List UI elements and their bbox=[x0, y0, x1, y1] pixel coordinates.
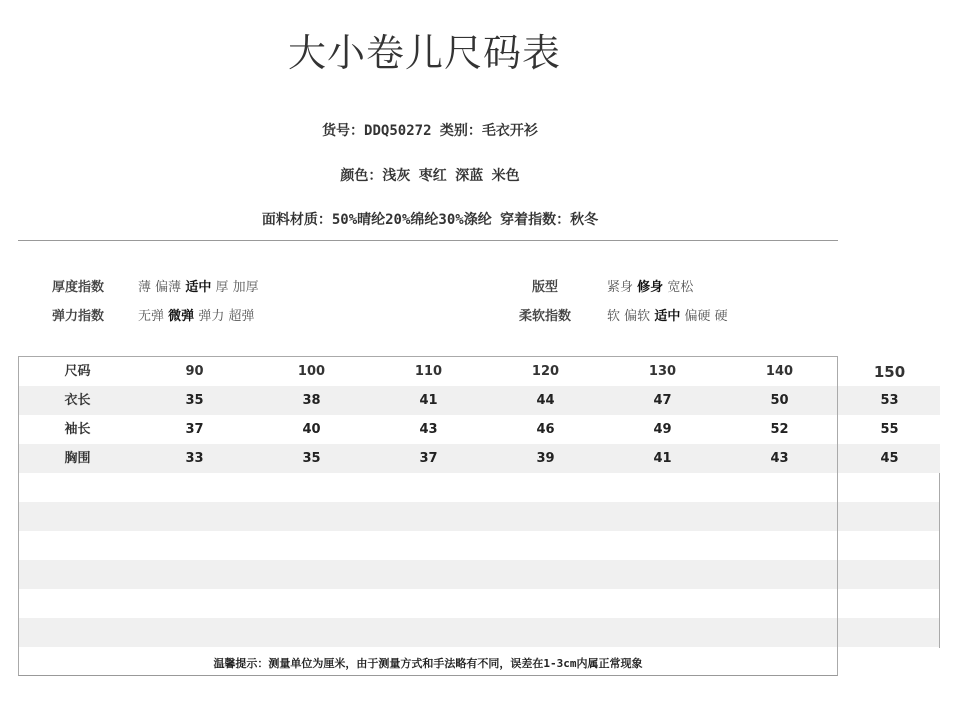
fit-label: 版型 bbox=[532, 280, 559, 295]
measurement-value: 33 bbox=[185, 451, 204, 466]
elasticity-option: 弹力 bbox=[198, 309, 225, 324]
measurement-value: 55 bbox=[880, 422, 899, 437]
measurement-label: 袖长 bbox=[64, 422, 91, 437]
size-column-header: 尺码 bbox=[64, 364, 91, 379]
measurement-value: 45 bbox=[880, 451, 899, 466]
measurement-value: 38 bbox=[302, 393, 321, 408]
measurement-value: 47 bbox=[653, 393, 672, 408]
measurement-value: 43 bbox=[419, 422, 438, 437]
measurement-value: 35 bbox=[302, 451, 321, 466]
product-id-category: 货号：DDQ50272 类别：毛衣开衫 bbox=[322, 123, 538, 139]
table-right-edge bbox=[939, 473, 940, 648]
product-colors: 颜色：浅灰 枣红 深蓝 米色 bbox=[340, 168, 520, 184]
measurement-value: 37 bbox=[419, 451, 438, 466]
softness-options bbox=[607, 305, 728, 324]
measurement-value: 35 bbox=[185, 393, 204, 408]
softness-label: 柔软指数 bbox=[519, 309, 572, 324]
measurement-label: 胸围 bbox=[64, 451, 91, 466]
softness-option: 软 bbox=[607, 309, 621, 324]
softness-option: 偏硬 bbox=[684, 309, 711, 324]
thickness-label: 厚度指数 bbox=[52, 280, 105, 295]
measurement-value: 50 bbox=[770, 393, 789, 408]
elasticity-label: 弹力指数 bbox=[52, 309, 105, 324]
measurement-value: 53 bbox=[880, 393, 899, 408]
measurement-value: 37 bbox=[185, 422, 204, 437]
size-header-cell: 140 bbox=[765, 364, 794, 379]
page-title: 大小卷儿尺码表 bbox=[288, 31, 562, 75]
measurement-value: 39 bbox=[536, 451, 555, 466]
fit-option: 修身 bbox=[637, 280, 664, 295]
size-header-cell: 100 bbox=[297, 364, 326, 379]
fit-option: 紧身 bbox=[607, 280, 634, 295]
thickness-options bbox=[138, 276, 259, 295]
fit-options bbox=[607, 276, 693, 295]
elasticity-option: 微弹 bbox=[168, 309, 195, 324]
measurement-tip: 温馨提示：测量单位为厘米，由于测量方式和手法略有不同，误差在1-3cm内属正常现象 bbox=[213, 657, 643, 670]
softness-option: 偏软 bbox=[624, 309, 651, 324]
elasticity-options bbox=[138, 305, 254, 324]
elasticity-option: 无弹 bbox=[138, 309, 165, 324]
softness-option: 硬 bbox=[714, 309, 728, 324]
thickness-option: 适中 bbox=[185, 280, 212, 295]
size-header-cell: 120 bbox=[531, 364, 560, 379]
measurement-value: 41 bbox=[419, 393, 438, 408]
size-header-cell: 90 bbox=[185, 364, 204, 379]
thickness-option: 厚 bbox=[215, 280, 229, 295]
measurement-value: 41 bbox=[653, 451, 672, 466]
measurement-value: 52 bbox=[770, 422, 789, 437]
measurement-value: 46 bbox=[536, 422, 555, 437]
product-material: 面料材质：50%晴纶20%绵纶30%涤纶 穿着指数：秋冬 bbox=[261, 212, 599, 228]
size-header-cell: 110 bbox=[414, 364, 443, 379]
measurement-value: 43 bbox=[770, 451, 789, 466]
thickness-option: 薄 bbox=[138, 280, 152, 295]
size-header-cell: 150 bbox=[873, 363, 906, 381]
thickness-option: 偏薄 bbox=[155, 280, 182, 295]
measurement-value: 44 bbox=[536, 393, 555, 408]
measurement-value: 40 bbox=[302, 422, 321, 437]
measurement-label: 衣长 bbox=[64, 393, 91, 408]
elasticity-option: 超弹 bbox=[228, 309, 255, 324]
measurement-value: 49 bbox=[653, 422, 672, 437]
size-header-cell: 130 bbox=[648, 364, 677, 379]
softness-option: 适中 bbox=[654, 309, 681, 324]
thickness-option: 加厚 bbox=[232, 280, 259, 295]
fit-option: 宽松 bbox=[667, 280, 694, 295]
divider bbox=[18, 240, 838, 241]
